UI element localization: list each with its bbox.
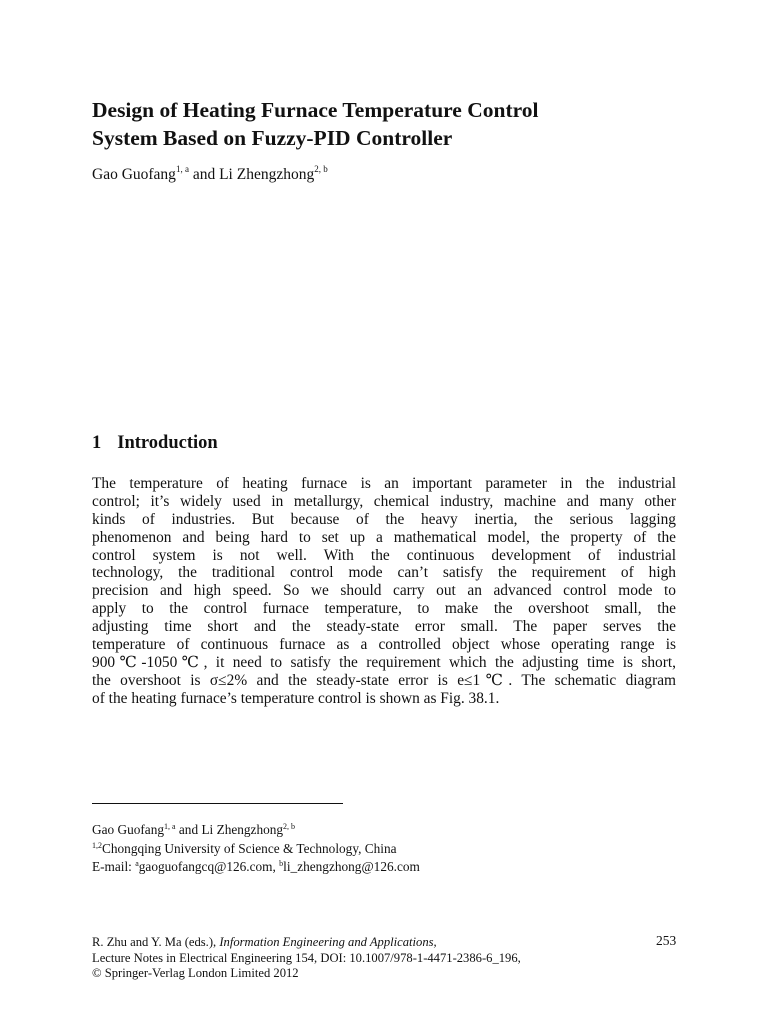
footer-copyright: © Springer-Verlag London Limited 2012 — [92, 966, 299, 981]
body-line: apply to the control furnace temperature, to make the overshoot small, the — [92, 600, 676, 618]
footnote-author-2: Li Zhengzhong — [201, 822, 284, 837]
body-line: adjusting time short and the steady-state error small. The paper serves the — [92, 618, 676, 636]
author-2: Li Zhengzhong — [219, 166, 315, 183]
body-line: 900℃-1050℃, it need to satisfy the requirement which the adjusting time is short, — [92, 653, 676, 671]
footer-book-title: Information Engineering and Applications, — [219, 935, 437, 949]
footnote-authors — [92, 822, 420, 841]
body-line: phenomenon and being hard to set up a mathematical model, the property of the — [92, 528, 676, 546]
body-line: kinds of industries. But because of the heavy inertia, the serious lagging — [92, 510, 676, 528]
body-line: temperature of continuous furnace as a controlled object whose operating range is — [92, 636, 676, 654]
email-2-mark: b — [279, 859, 284, 868]
footnote-author-1: Gao Guofang — [92, 822, 165, 837]
author-1: Gao Guofang — [92, 166, 176, 183]
author-1-affiliation-mark: 1, a — [175, 164, 189, 174]
affiliation-mark: 1,2 — [92, 840, 102, 850]
page-number: 253 — [656, 933, 677, 948]
footer-editors: R. Zhu and Y. Ma (eds.), — [92, 935, 220, 949]
footnote-email — [92, 859, 420, 878]
citation-footer — [92, 935, 521, 982]
footnote-affiliation — [92, 841, 420, 860]
footer-editors-line — [92, 935, 521, 951]
section-title: Introduction — [117, 433, 218, 453]
author-2-affiliation-mark: 2, b — [314, 164, 328, 174]
affiliation-text: Chongqing University of Science & Technology, China — [102, 840, 397, 856]
body-line: the overshoot is σ≤2% and the steady-state error is e≤1℃. The schematic diagram — [92, 671, 676, 689]
body-line: of the heating furnace’s temperature control is shown as Fig. 38.1. — [92, 689, 500, 707]
footnote — [92, 822, 420, 878]
author-conjunction: and — [188, 166, 220, 183]
email-2: li_zhengzhong@126.com — [283, 859, 420, 874]
footnote-divider — [92, 803, 343, 804]
title-line-1: Design of Heating Furnace Temperature Control — [92, 98, 539, 122]
body-line: control system is not well. With the continuous development of industrial — [92, 546, 676, 564]
footer-series: Lecture Notes in Electrical Engineering 154, DOI: 10.1007/978-1-4471-2386-6_196, — [92, 950, 521, 965]
paper-title — [92, 96, 692, 152]
email-1: gaoguofangcq@126.com, — [138, 859, 280, 874]
section-number: 1 — [92, 433, 102, 453]
footnote-author-2-mark: 2, b — [283, 822, 296, 831]
footnote-conjunction: and — [175, 822, 202, 837]
title-line-2: System Based on Fuzzy-PID Controller — [92, 126, 453, 150]
body-line: precision and high speed. So we should carry out an advanced control mode to — [92, 582, 676, 600]
section-heading — [92, 433, 218, 454]
body-paragraph — [92, 475, 676, 708]
email-label: E-mail: — [92, 859, 136, 874]
body-line: control; it’s widely used in metallurgy, chemical industry, machine and many other — [92, 492, 676, 510]
footnote-author-1-mark: 1, a — [164, 822, 176, 831]
body-line: technology, the traditional control mode can’t satisfy the requirement of high — [92, 564, 676, 582]
author-line — [92, 166, 328, 184]
body-line: The temperature of heating furnace is an important parameter in the industrial — [92, 475, 676, 492]
email-1-mark: a — [135, 859, 139, 868]
